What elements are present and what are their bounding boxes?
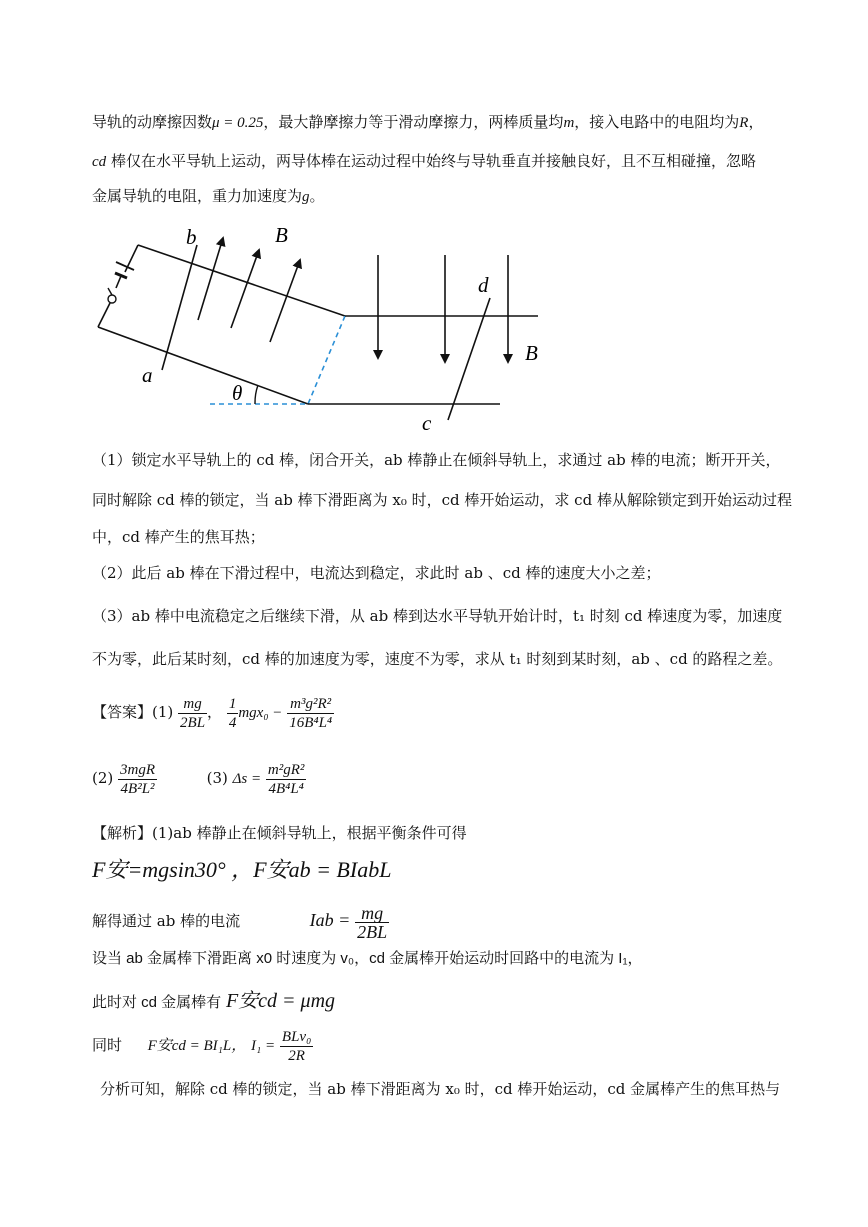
analysis-line-2: 解得通过 ab 棒的电流 Iab = $\frac{mg}{2BL}$ <box>92 902 388 942</box>
label-b: b <box>186 225 197 249</box>
analysis-line-6: 分析可知，解除 cd 棒的锁定，当 ab 棒下滑距离为 x₀ 时，cd 棒开始运动，cd 金属棒产生的焦耳热与 <box>100 1080 781 1098</box>
analysis-line-4: 此时对 cd 金属棒有 F安cd = μmg <box>92 990 336 1012</box>
analysis-line-5: 同时 F安cd = BI₁L， I₁ = $\frac{\text{BLv₀}}{2R}$ <box>92 1028 312 1064</box>
switch-icon <box>108 295 116 303</box>
analysis-i1-fraction: $\frac{\text{BLv₀}}{2R}$ <box>281 1028 312 1064</box>
rail-diagram <box>90 220 560 440</box>
problem-line-3: 金属导轨的电阻，重力加速度为g。 <box>92 187 325 205</box>
question-1-line-3: 中，cd 棒产生的焦耳热； <box>92 528 265 546</box>
label-d: d <box>478 273 489 297</box>
label-a: a <box>142 363 153 387</box>
answer-3-fraction: $\frac{\text{m²gR²}}{\text{4B⁴L⁴}}$ <box>267 761 305 797</box>
incline-rail-bottom <box>98 327 308 404</box>
answer-1-fraction: $\frac{mg}{2BL}$ <box>180 695 206 731</box>
question-1-line-2: 同时解除 cd 棒的锁定，当 ab 棒下滑距离为 x₀ 时，cd 棒开始运动，求 cd 棒从解除锁定到开始运动过程 <box>92 491 792 509</box>
analysis-equation-1: F安=mgsin30° ，F安ab = BIabL <box>92 857 392 882</box>
analysis-current-fraction: $\frac{mg}{2BL}$ <box>357 902 388 942</box>
label-theta: θ <box>232 381 243 405</box>
answer-line-2: (2) $\frac{\text{3mgR}}{\text{4B²L²}}$ (3) Δs = $\frac{\text{m²gR²}}{\text{4B⁴L⁴}}$ <box>92 761 305 797</box>
answer-line-1: 【答案】(1) $\frac{mg}{2BL}$ ， $\frac{1}{4}$ mgx₀ − $\frac{\text{m³g²R²}}{\text{16B⁴L⁴}}$ <box>92 695 333 731</box>
answer-2-fraction: $\frac{\text{3mgR}}{\text{4B²L²}}$ <box>120 761 156 797</box>
junction-dashed <box>308 316 345 404</box>
question-3-line-2: 不为零，此后某时刻，cd 棒的加速度为零，速度不为零，求从 t₁ 时刻到某时刻，ab 、cd 的路程之差。 <box>92 650 783 668</box>
problem-line-2: cd 棒仅在水平导轨上运动，两导体棒在运动过程中始终与导轨垂直并接触良好，且不互相碰撞，忽略 <box>92 152 756 170</box>
rod-ab <box>162 245 197 370</box>
label-B-incline: B <box>275 223 288 247</box>
incline-rail-top <box>138 245 345 316</box>
analysis-line-3: 设当 ab 金属棒下滑距离 x0 时速度为 v₀，cd 金属棒开始运动时回路中的电流为 I₁， <box>92 950 643 967</box>
answer-1b-fraction: $\frac{\text{m³g²R²}}{\text{16B⁴L⁴}}$ <box>289 695 333 731</box>
label-B-horizontal: B <box>525 341 538 365</box>
analysis-line-1: 【解析】(1)ab 棒静止在倾斜导轨上，根据平衡条件可得 <box>92 824 467 842</box>
label-c: c <box>422 411 432 435</box>
problem-line-1: 导轨的动摩擦因数μ = 0.25，最大静摩擦力等于滑动摩擦力，两棒质量均m，接入电路中的电阻均为R， <box>92 113 764 131</box>
question-1-line-1: （1）锁定水平导轨上的 cd 棒，闭合开关，ab 棒静止在倾斜导轨上，求通过 ab 棒的电流；断开开关， <box>92 451 781 469</box>
question-3-line-1: （3）ab 棒中电流稳定之后继续下滑，从 ab 棒到达水平导轨开始计时，t₁ 时刻 cd 棒速度为零，加速度 <box>92 607 783 625</box>
question-2: （2）此后 ab 棒在下滑过程中，电流达到稳定，求此时 ab 、cd 棒的速度大小之差； <box>92 564 661 582</box>
battery-long-plate <box>116 262 134 270</box>
